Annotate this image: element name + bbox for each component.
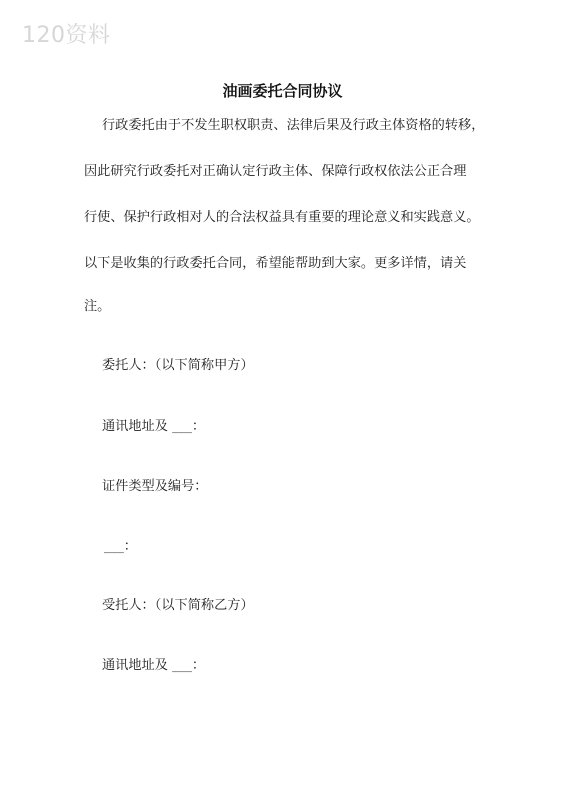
watermark: 120资料	[22, 23, 111, 48]
agent-address-line: 通讯地址及 ___：	[102, 658, 206, 673]
intro-line-2: 因此研究行政委托对正确认定行政主体、保障行政权依法公正合理	[84, 164, 467, 179]
principal-line: 委托人：（以下简称甲方）	[102, 358, 254, 373]
principal-id-value-line: ___：	[104, 539, 137, 554]
intro-line-1: 行政委托由于不发生职权职责、法律后果及行政主体资格的转移，	[102, 118, 485, 133]
intro-line-4: 以下是收集的行政委托合同，希望能帮助到大家。更多详情，请关	[84, 256, 467, 271]
principal-address-line: 通讯地址及 ___：	[102, 419, 206, 434]
agent-line: 受托人：（以下简称乙方）	[102, 598, 254, 613]
intro-line-3: 行使、保护行政相对人的合法权益具有重要的理论意义和实践意义。	[84, 210, 480, 225]
principal-id-type-line: 证件类型及编号：	[102, 479, 208, 494]
intro-line-5: 注。	[84, 299, 111, 314]
document-title: 油画委托合同协议	[222, 82, 343, 100]
